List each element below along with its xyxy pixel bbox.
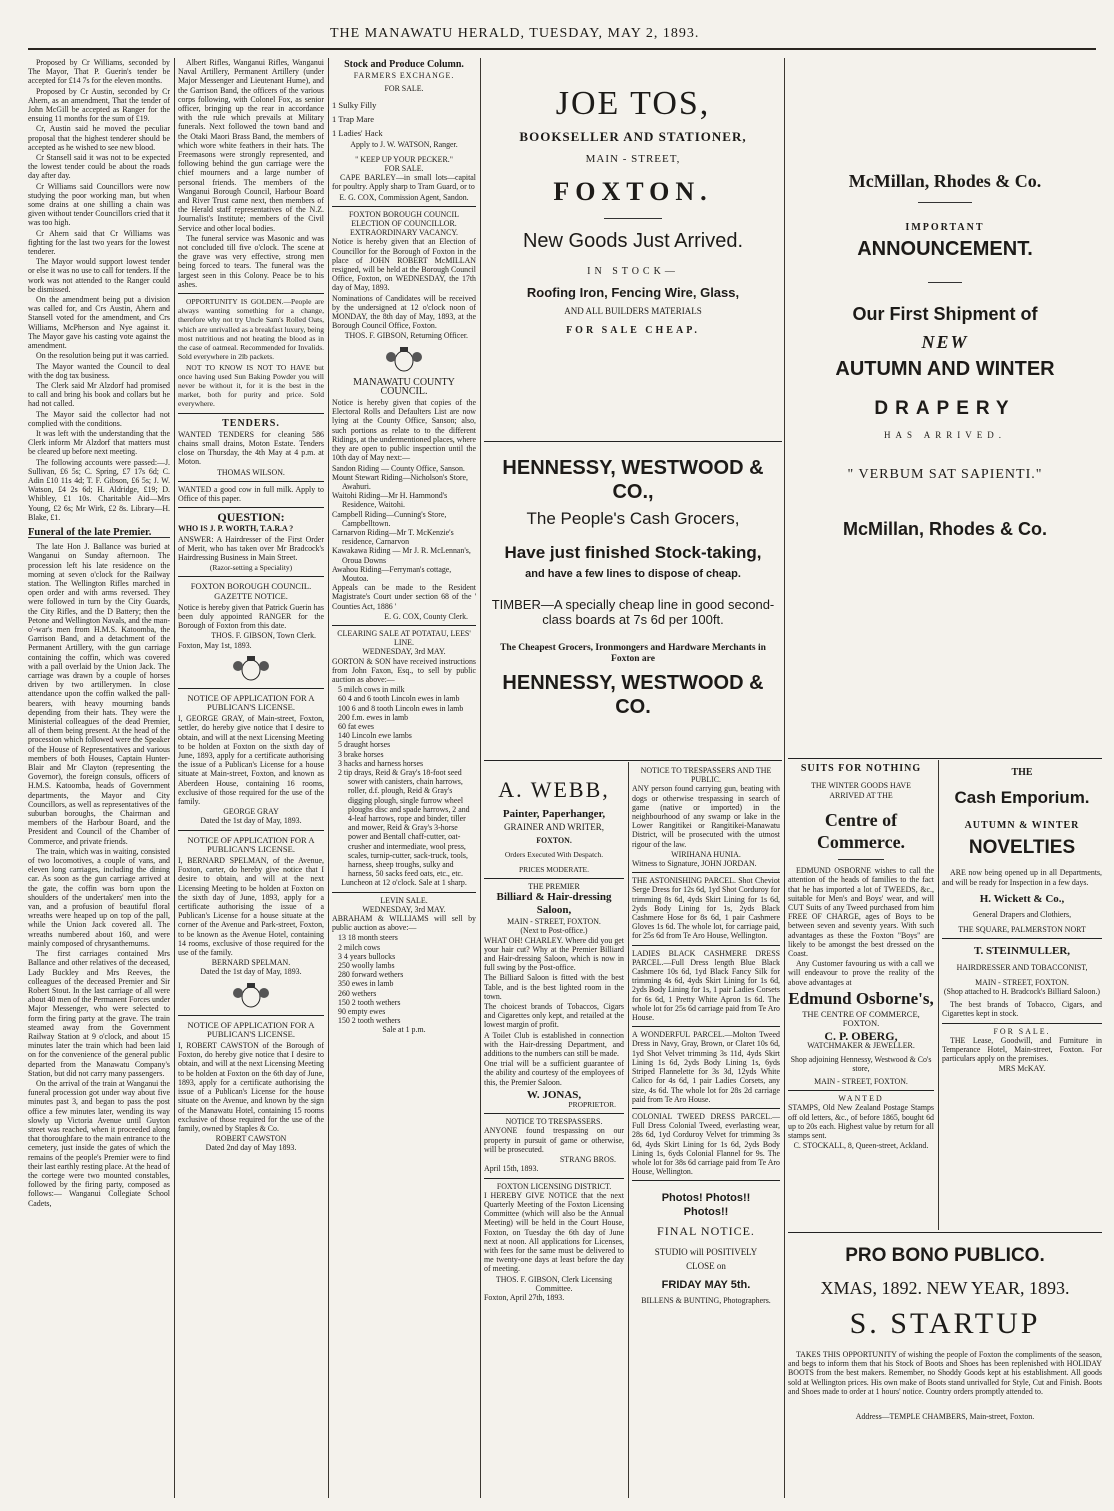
parcel-text: A WONDERFUL PARCEL.—Molton Tweed Dress in Navy, Gray, Brown, or Claret 10s 6d, 1yd Shot Velvet trimming 3s 11d, 4yds Skirt Lining 1s 6d, 2yds Body Lining 1s, 6yds Striped Flannelette for 3s 3d, 12yds White Calico for 4s 6d, 1 pair Ladies Corsets, any size, 4s 6d. The whole lot for 28s 2d carriage paid from Te Aro House. [632,1030,780,1104]
election-heading: ELECTION OF COUNCILLOR. [351,219,457,229]
council-paragraph: The following accounts were passed:—J. Sullivan, £6 5s; C. Spring, £7 17s 6d; C. Adin £10 11s 4d; T. F. Gibson, £6 5s; J. W. Watson, £4 2s 6d; H. Aldridge, £19; D. Whibley, £1 10s. Charitable Aid—Mrs Young, £2 6s; Mr Wirk, £2 8s. Library—H. Blake, £1. [28,457,170,522]
license-date: Dated the 1st day of May, 1893. [200,967,302,977]
clearing-item: 60 fat ewes [338,721,374,731]
column-divider [784,58,785,1498]
announcement-heading: ANNOUNCEMENT. [857,238,1033,261]
column-mcmillan [788,58,1102,758]
aw-label: AUTUMN & WINTER [964,820,1080,832]
osborne-centre: THE CENTRE OF COMMERCE, FOXTON. [802,1008,920,1029]
oberg-street: MAIN - STREET, FOXTON. [814,1077,908,1087]
levin-item: 350 ewes in lamb [338,979,394,989]
levin-item: 13 18 month steers [338,933,398,943]
council-paragraph: Proposed by Cr Williams, seconded by The Mayor, That P. Guerin's tender be accepted for £14 7s for the eleven months. [28,58,170,86]
gazette-date: Foxton, May 1st, 1893. [178,640,252,650]
levin-date: WEDNESDAY, 3rd MAY. [362,904,446,914]
oats-text: OPPORTUNITY IS GOLDEN.—People are always wanting something for a change, therefore why not try Uncle Sam's Rolled Oats, which are unrivalled as a breakfast luxury, being most nutritious and not heating the blood as in the case of oatmeal. Recommended for Invalids. Sold everywhere in 2lb packets. [178,297,324,362]
levin-item: 150 2 tooth wethers [338,997,401,1007]
steinmuller-advert [942,938,1102,1018]
premier-heading: THE PREMIER [528,882,580,892]
oats-advert [178,293,324,361]
clearing-list [332,685,476,878]
new-label: NEW [921,332,969,353]
pro-bono-heading: PRO BONO PUBLICO. [845,1245,1045,1266]
license-date: Dated the 1st day of May, 1893. [200,816,302,826]
royal-crest-icon [228,654,274,684]
startup-body: TAKES THIS OPPORTUNITY of wishing the people of Foxton the compliments of the season, and begs to inform them that his Stock of Boots and Shoes has been replenished with HOLIDAY BOOTS from the best makers. Remember, no Shoddy Goods kept at his establishment. All goods sold at Wellington prices. His own make of Boots stand unrivalled for Style, Cut and Finish. Boots and Shoes made to order at 1 hours' notice. Country orders promptly attended to. [788,1350,1102,1396]
sale-item: 1 Sulky Filly [332,99,377,110]
funeral-paragraph: The train, which was in waiting, consisted of two locomotives, a couple of vans, and eleven long carriages, including the dining car. As soon as the gun carriage arrived at the gate, the coffin was born upon the shoulders of the undertakers' men into the van, and a profusion of beautiful floral wreaths were heaped up on top of the pall, while the Union Jack covered all. The wreaths numbered about 160, and were mainly composed of chrysanthemums. [28,846,170,948]
gazette-heading: FOXTON BOROUGH COUNCIL. GAZETTE NOTICE. [190,581,312,601]
cox-signature: E. G. COX, Commission Agent, Sandon. [339,192,469,202]
drapery-heading: DRAPERY [874,398,1016,420]
divider [788,758,1102,759]
proprietor-label: PROPRIETOR. [568,1100,616,1110]
startup-address: Address—TEMPLE CHAMBERS, Main-street, Foxton. [855,1412,1035,1422]
divider [788,1232,1102,1233]
webb-orders: Orders Executed With Despatch. [504,849,604,859]
question-advert [178,507,324,572]
election-notice [332,206,476,341]
hw-stock-taking: Have just finished Stock-taking, [504,543,762,562]
election-heading: FOXTON BOROUGH COUNCIL [349,209,459,219]
parcel-text: COLONIAL TWEED DRESS PARCEL.—Full Dress Colonial Tweed, everlasting wear, 28s 6d, 1yd Corduroy Velvet for trimming 3s 6d, 4yds Skirt Lining for 1s 6d, 2yds Body Lining 1s, 6yds Colonial Flannel for 9s. The whole lot for 38s 6d carriage paid from Te Aro House, Wellington. [632,1111,780,1177]
baking-powder-advert [178,363,324,409]
clearing-item: 200 f.m. ewes in lamb [338,712,409,722]
watson-apply: Apply to J. W. WATSON, Ranger. [350,139,458,149]
tos-trade: BOOKSELLER AND STATIONER, [519,129,747,144]
stein-shop: (Shop attached to H. Bradcock's Billiard Saloon.) [943,987,1101,997]
osborne-body: EDMUND OSBORNE wishes to call the attention of the heads of families to the fact that he has imported a lot of TWEEDS, &c., suitable for Men's and Boys' wear, and will CUT Suits of any Tweed purchased from him FREE OF CHARGE, ages of Boys to be between seven and seventy years. With such advantages as these the Foxton "Boys" are likely to be amongst the best dressed on the Coast. [788,866,934,959]
licensing-date: Foxton, April 27th, 1893. [484,1292,565,1302]
hw-cheapest: The Cheapest Grocers, Ironmongers and Hardware Merchants in Foxton are [500,643,766,664]
for-sale-heading: FOR SALE. [384,84,424,94]
license-heading: NOTICE OF APPLICATION FOR A PUBLICAN'S LICENSE. [187,1019,315,1039]
trespass-heading: NOTICE TO TRESPASSERS. [505,1117,603,1127]
square-label: THE SQUARE, PALMERSTON NORT [958,925,1086,935]
column-parcels [632,766,780,1496]
clearing-item: 60 4 and 6 tooth Lincoln ewes in lamb [338,694,460,704]
licensing-notice [484,1178,624,1303]
startup-advert [788,1238,1102,1500]
license-heading: NOTICE OF APPLICATION FOR A PUBLICAN'S LICENSE. [187,834,315,854]
forsale-heading: FOR SALE. [993,1026,1051,1036]
tos-goods: Roofing Iron, Fencing Wire, Glass, [526,285,740,300]
tos-builders: AND ALL BUILDERS MATERIALS [564,306,702,316]
premier-street: MAIN - STREET, FOXTON. [507,917,601,927]
levin-list [332,933,476,1025]
oberg-shop: Shop adjoining Hennessy, Westwood & Co's store, [790,1054,932,1073]
riding-item: Kawakawa Riding — Mr J. R. McLennan's, Oroua Downs [332,546,471,565]
cape-barley-text: CAPE BARLEY—in small lots—capital for poultry. Apply sharp to Tram Guard, or to [332,173,476,192]
council-paragraph: Proposed by Cr Austin, seconded by Cr Ahern, as an amendment, That the tender of John McGill be accepted as Ranger for the ensuing 11 months for the sum of £19. [28,86,170,124]
sale-list [332,98,476,140]
levin-item: 3 4 years bullocks [338,951,396,961]
clearing-item: 5 draught horses [338,740,391,750]
first-shipment: Our First Shipment of [852,304,1038,325]
council-paragraph: Cr Ahern said that Cr Williams was fighting for the last two years for the lowest tenderer. [28,228,170,257]
parcel-advert [632,945,780,1023]
verbum-quote: " VERBUM SAT SAPIENTI." [847,467,1043,483]
premier-next: (Next to Post-office.) [520,926,588,936]
parcel-text: LADIES BLACK CASHMERE DRESS PARCEL.—Full Dress length Blue Black Cashmere 10s 6d, 1yd Black Fancy Silk for trimming 4s 6d, 4yds Skirt Lining for 1s 6d, 2yds Body Lining for 1s, 1 pair Ladies Corsets for 6s 6d, 1 Pretty White Apron 1s 6d. The whole lot for 25s 6d carriage paid from Te Aro House. [632,948,780,1023]
clearing-item: 5 milch cows in milk [338,685,405,695]
charley-text: WHAT OH! CHARLEY. Where did you get your hair cut? Why at the Premier Billiard and Hair-dressing Saloon, which is now in full swing by the Post-office. [484,935,624,973]
license-body: I, ROBERT CAWSTON of the Borough of Foxton, do hereby give notice that I desire to obtain, and will at the next Licensing Meeting to be holden at Foxton on the 6th day of June, 1893, apply for a certificate authorising the issue of a Publican's License for the house situate on the Avenue, and known by the sign of the Manawatu Hotel, containing 15 rooms exclusive of those required for the use of the family, owned by Staples & Co. [178,1041,324,1133]
license-notice-cawston [178,1015,324,1153]
column-divider [938,760,939,1230]
election-heading: EXTRAORDINARY VACANCY. [350,228,458,238]
wanted-cow-notice [178,481,324,503]
license-date: Dated 2nd day of May 1893. [205,1143,297,1153]
license-notice-spelman [178,830,324,977]
premier-saloon-advert [484,878,624,1109]
masthead-rule [28,48,1096,50]
tos-in-stock: IN STOCK— [587,266,679,277]
strang-date: April 15th, 1893. [484,1164,539,1174]
osborne-name: Edmund Osborne's, [788,988,934,1008]
emporium-heading: Cash Emporium. [954,788,1090,808]
photos-heading: Photos! Photos!! Photos!! [661,1192,751,1219]
webb-trade2: GRAINER AND WRITER, [503,822,605,833]
answer-text: ANSWER: A Hairdresser of the First Order of Merit, who has taken over Mr Bradcock's Hairdressing Business in Main Street. [178,534,324,562]
parcel-text: THE ASTONISHING PARCEL. Shot Cheviot Serge Dress for 12s 6d, 1yd Shot Corduroy for trimming 8s 6d, 4yds Skirt Lining for 1s 6d, 2yds Body Lining for 1s, 2yds Black Cashmere Hose for 8s 6d, 1 pair Cashmere Gloves 1s 6d. The whole lot, for carriage paid, for 25s 6d from Te Aro House, Wellington. [632,876,780,941]
riding-item: Awahou Riding—Ferryman's cottage, Moutoa. [332,564,452,583]
column-divider [174,58,175,1498]
mr-name-bottom: McMillan, Rhodes & Co. [842,519,1047,540]
riding-item: Carnarvon Riding—Mr T. McKenzie's residence, Carnarvon [332,527,454,547]
licensing-body: I HEREBY GIVE NOTICE that the next Quarterly Meeting of the Foxton Licensing Committee (which will also be the Annual Meeting) will be held in the Court House, Foxton, on Tuesday the 6th day of June next at noon. All applications for Licenses, with fees for the same must be delivered to me twenty-one days at least before the day of meeting. [484,1190,624,1274]
funeral-heading: Funeral of the late Premier. [28,528,170,538]
funeral-paragraph: The late Hon J. Ballance was buried at Wanganui on Sunday afternoon. The procession left his late residence on the morning at seven o'clock for the Railway station. The Wellington Rifles marched in open order and with arms reversed. They were followed in turn by the City Guards, the City Rifles, and the D Battery; then the Petone and Wellington Navals, and the man-o'-war's men from H.M.S. Katoomba, the Garrison Band, and a detachment of the Permanent Artillery, with the gun carriage containing the coffin, which was covered with a pall overlaid by the Union Jack. The carriage was drawn by a couple of horses driven by two artillerymen. In close attendance upon the coffin walked the pall-bearers, with heavy mourning bands depending from their hats. They were the Ministerial colleagues of the dead Premier, all of them being present. At the head of the procession which followed were the Speaker of the House of Representatives and various members of both Houses, Captain Hunter-Blair and Mr Clayton (representing the Governor), the foreign consuls, officers of H.M.S. Katoomba, heads of Government departments, the Mayor and City Councillors, as well as representatives of the suburban boroughs, the Chairman and members of the Harbour Board, and the President and Council of the Chamber of Commerce, and private friends. [28,542,170,846]
emporium-the: THE [1011,767,1033,778]
gazette-signature: THOS. F. GIBSON, Town Clerk. [211,631,316,641]
clearing-item: 140 Lincoln ewe lambs [338,731,412,741]
divider [604,218,662,219]
tenders-heading: TENDERS. [222,417,280,429]
funeral-paragraph: The first carriages contained Mrs Ballance and other relatives of the deceased, Lady Buckley and Mrs Reeves, the colleagues of the deceased Premier and Sir Robert Stout. In the last carriage of all were about 40 men of the Permanent Forces under Major Messenger, who were selected to form the firing party at the grave. The train steamed away from the Government Railway Station at 9 o'clock, and about 15 minutes later the train which had been laid on for the convenience of the general public departed from the Manawatu Company's Station, but did not carry many passengers. [28,949,170,1078]
column-osborne [788,764,934,1230]
license-signature: ROBERT CAWSTON [215,1134,287,1144]
wanted-cow-text: WANTED a good cow in full milk. Apply to Office of this paper. [178,484,324,503]
divider [918,202,972,203]
public-trespass-notice [632,766,780,868]
friday-text: FRIDAY MAY 5th. [661,1278,751,1291]
masthead [0,0,1114,44]
sale-item: 1 Ladies' Hack [332,127,383,138]
tenders-notice [178,413,324,477]
trespass-notice [484,1113,624,1173]
tos-town: FOXTON. [553,177,713,206]
webb-town: FOXTON. [536,836,572,846]
stamps-notice [788,1090,934,1150]
divider [838,859,884,860]
mr-name: McMillan, Rhodes & Co. [848,171,1042,191]
hw-timber: TIMBER—A specially cheap line in good second-class boards at 7s 6d per 100ft. [491,597,775,627]
photos-advert [632,1180,780,1305]
clearing-heading: CLEARING SALE AT POTATAU, LEES' LINE. [337,628,471,648]
toilet-text: A Toilet Club is established in connection with the Hair-dressing Department, and additions to the numbers can still be made. [484,1030,624,1059]
election-signature: THOS. F. GIBSON, Returning Officer. [344,331,468,341]
council-paragraph: Cr Williams said Councillors were now studying the poor working man, but when some drains at one shilling a chain was given without tender Councillors cried that it was too high. [28,181,170,228]
levin-time: Sale at 1 p.m. [382,1025,426,1035]
funeral-paragraph: On the arrival of the train at Wanganui the funeral procession got under way about five minutes past 3, and began to pass the post office a few minutes later, wending its way slowly up Victoria Avenue until Guyton street was reached, when it proceeded along that thoroughfare to the main entrance to the cemetery, just inside the gates of which the remains of the people's Premier were to find their last earthly resting place. At the head of the cortege were two mounted constables, followed by the firing party, composed as follows:— Wanganui Collegiate School Cadets, [28,1078,170,1208]
license-body: I, GEORGE GRAY, of Main-street, Foxton, settler, do hereby give notice that I desire to obtain, and will at the next Licensing Meeting to be holden at Foxton on the sixth day of June, 1893, apply for a certificate authorising the issue of a Publican's License for a house situate at Main-street, Foxton, and known as Aberdeen House, containing 16 rooms, exclusive of those required for the use of the family. [178,714,324,807]
hw-name: HENNESSY, WESTWOOD & CO., [502,457,764,503]
council-paragraph: The Mayor wanted the Council to deal with the dog tax business. [28,361,170,380]
council-paragraph: It was left with the understanding that the Clerk inform Mr Alzdorf that matters must be cleared up before next meeting. [28,428,170,457]
license-heading: NOTICE OF APPLICATION FOR A PUBLICAN'S LICENSE. [187,692,315,712]
jonas-name: W. JONAS, [526,1088,582,1101]
suits-heading: SUITS FOR NOTHING [800,764,922,774]
customer-text: Any Customer favouring us with a call we will endeavour to prove the reality of the above advantages at [788,959,934,987]
gazette-notice [178,576,324,649]
council-paragraph: Cr Stansell said it was not to be expected the lowest tender could be about the roads day after day. [28,153,170,181]
county-signature: E. G. COX, County Clerk. [384,611,468,621]
for-sale-heading: FOR SALE. [384,164,424,174]
strang-signature: STRANG BROS. [559,1155,616,1165]
stein-street: MAIN - STREET, FOXTON. [975,977,1069,987]
clearing-item: 100 6 and 8 tooth Lincoln ewes in lamb [338,703,464,713]
masthead-title: THE MANAWATU HERALD, TUESDAY, MAY 2, 1893. [330,26,700,41]
razor-note: (Razor-setting a Speciality) [209,563,293,573]
tobacco-text: The choicest brands of Tobaccos, Cigars and Cigarettes only kept, and retailed at the lowest margin of profit. [484,1002,624,1030]
council-paragraph: The Clerk said Mr Alzdorf had promised to call and bring his book and collars but he had not called. [28,380,170,409]
parcel-advert [632,1026,780,1104]
final-notice: FINAL NOTICE. [657,1224,755,1239]
license-signature: GEORGE GRAY [223,807,279,817]
council-paragraph: On the amendment being put a division was called for, and Crs Austin, Ahern and Stansell voted for the amendment, and Crs Williams, McPherson and Nye against it. The Mayor gave his casting vote against the amendment. [28,295,170,351]
levin-item: 250 woolly lambs [338,961,395,971]
stamps-body: STAMPS, Old New Zealand Postage Stamps off old letters, &c., of before 1865, bought 6d up to 20s each. Highest value by return for all stamps sent. [788,1103,934,1141]
clearing-sale [332,625,476,888]
tenders-signature: THOMAS WILSON. [217,467,285,477]
levin-heading: LEVIN SALE. [380,895,428,905]
stockall-signature: C. STOCKALL, 8, Queen-street, Ackland. [793,1141,929,1151]
column-divider [328,58,329,1498]
opened-text: ARE now being opened up in all Departments, and will be ready for Inspection in a few days. [942,868,1102,887]
question-heading: QUESTION: [217,510,285,525]
funeral-paragraph: Albert Rifles, Wanganui Rifles, Wanganui Naval Artillery, Permanent Artillery (under Major Messenger and Lieutenant Hume), and the Garrison Band, the officers of the various corps following, with Colonel Fox, as senior officer, bringing up the rear in accordance with the rule which prevails at Military funerals. Next followed the town band and the Otaki Maori Brass Band, the members of which wore white feathers in their hats. The Freemasons were strongly represented, and following behind the gun carriage were the chief mourners and a large number of personal friends. The members of the Wanganui Borough Council, Harbour Board and River Trust came next, then members of the Herald staff representatives of the N.Z. Journalist's Institute; members of the Civil Service and other local bodies. [178,58,324,233]
clearing-item: 3 hacks and harness horses [338,758,424,768]
luncheon-note: Luncheon at 12 o'clock. Sale at 1 sharp. [341,878,467,888]
council-paragraph: Cr, Austin said he moved the peculiar proposal that the highest tenderer should be accepted as he wished to see new blood. [28,124,170,152]
premier-subtitle: Billiard & Hair-dressing Saloon, [496,891,612,917]
divider [484,760,782,761]
billiard-text: The Billiard Saloon is fitted with the best Table, and is the best lighted room in the town. [484,973,624,1001]
riding-item: Campbell Riding—Cunning's Store, Campbelltown. [332,509,447,528]
hotel-sale [942,1023,1102,1074]
tos-name: JOE TOS, [555,85,711,122]
column-adverts [484,58,782,758]
levin-sale [332,892,476,1035]
mckay-signature: MRS McKAY. [998,1064,1046,1074]
startup-name: S. STARTUP [849,1307,1041,1340]
levin-item: 2 milch cows [338,942,381,952]
column-trade-notices [484,766,624,1496]
exchange-heading: FARMERS EXCHANGE. [353,71,455,81]
tos-new-goods: New Goods Just Arrived. [522,230,744,252]
column-divider [480,58,481,1498]
stein-brands: The best brands of Tobacco, Cigars, and Cigarettes kept in stock. [942,1000,1102,1019]
hw-subtitle: The People's Cash Grocers, [526,509,740,528]
oberg-name: C. P. OBERG, [824,1029,898,1044]
licensing-signature: THOS. F. GIBSON, Clerk Licensing Committee. [495,1274,613,1293]
tos-cheap: FOR SALE CHEAP. [566,325,700,336]
drapers-label: General Drapers and Clothiers, [972,910,1072,920]
clearing-item: 2 tip drays, Reid & Gray's 18-foot seed sower with canisters, chain harrows, roller, d.f. plough, Reid & Gray's digging plough, single furrow wheel ploughs disc and spade harrows, 2 and 4-leaf harrows, rope and binder, tiller and mower, Reid & Gray's 3-horse power and Bentall chaff-cutter, oat-crusher and intermediate, wool press, scales, turnip-cutter, sack-truck, tools, harness, sheep troughs, sulky and harness, 50 sacks feed oats, etc., etc. [338,768,470,879]
council-paragraph: On the resolution being put it was carried. [36,351,169,361]
tenders-body: WANTED TENDERS for cleaning 586 chains small drains, Moton Estate. Tenders close on Thursday, the 4th May at 4 p.m. at Moton. [178,429,324,467]
stock-heading: Stock and Produce Column. [344,59,464,70]
question-body: WHO IS J. P. WORTH, T.A.R.A ? [178,524,294,534]
studio-text: STUDIO will POSITIVELY CLOSE on [654,1246,758,1271]
appeals-text: Appeals can be made to the Resident Magistrate's Court under section 68 of the ' Counties Act, 1886 ' [332,583,476,611]
hairdresser-label: HAIRDRESSER AND TOBACCONIST, [956,962,1088,972]
hw-lines: and have a few lines to dispose of cheap. [525,568,741,580]
lease-text: THE Lease, Goodwill, and Furniture in Temperance Hotel, Main-street, Foxton. For particulars apply on the premises. [942,1035,1102,1064]
riding-item: Mount Stewart Riding—Nicholson's Store, Awahuri. [332,472,468,491]
county-notice [332,378,476,621]
royal-crest-icon [381,345,427,375]
nominations-text: Nominations of Candidates will be received by the undersigned at 12 o'clock noon of MONDAY, the 8th day of May, 1893, at the Borough Council Office, Foxton. [332,293,476,331]
important-label: IMPORTANT [905,222,985,233]
license-signature: BERNARD SPELMAN. [211,958,291,968]
county-heading: MANAWATU COUNTY COUNCIL. [353,376,455,397]
column-divider [628,762,629,1498]
election-body: Notice is hereby given that an Election of Councillor for the Borough of Foxton in the place of JOHN ROBERT McMILLAN resigned, will be held at the Borough Council Office, Foxton, on WEDNESDAY, the 17th day of May, 1893. [332,237,476,293]
funeral-paragraph: The funeral service was Masonic and was not concluded till five o'clock. The scene at the grave was very effective, strong men being forced to tears. The funeral was the largest seen in this Colony. Peace be to his ashes. [178,233,324,289]
pecker-heading: " KEEP UP YOUR PECKER." [355,154,453,164]
parcel-advert [632,1108,780,1176]
winter-goods: THE WINTER GOODS HAVE ARRIVED AT THE [811,781,911,801]
gazette-body: Notice is hereby given that Patrick Guerin has been duly appointed RANGER for the Borough of Foxton from this date. [178,602,324,631]
webb-trade: Painter, Paperhanger, [502,808,606,820]
wickett-name: H. Wickett & Co., [979,892,1065,905]
royal-crest-icon [228,981,274,1011]
levin-item: 280 forward wethers [338,970,404,980]
column-notices [178,58,324,1498]
steinmuller-name: T. STEINMULLER, [973,945,1071,958]
billens-signature: BILLENS & BUNTING, Photographers. [641,1295,771,1305]
clearing-date: WEDNESDAY, 3rd MAY. [362,647,446,657]
public-trespass-body: ANY person found carrying gun, beating with dogs or otherwise trespassing in search of game (native or imported) in the neighbourhood of any swamp or lake in the Lower Rangitikei or Rangitikei-Manawatu District, will be prosecuted with the utmost rigour of the law. [632,784,780,849]
baking-powder-text: NOT TO KNOW IS NOT TO HAVE but once having used Sun Baking Powder you will never be without it, for it is the best in the market, both for purity and price. Sold everywhere. [178,362,324,409]
arrived-label: HAS ARRIVED. [883,430,1006,441]
levin-item: 150 2 tooth wethers [338,1016,401,1026]
trial-text: One trial will be a sufficient guarantee of the ability and courtesy of the employees of this, the Premier Saloon. [484,1059,624,1087]
oberg-trade: WATCHMAKER & JEWELLER. [807,1041,915,1051]
trespass-body: ANYONE found trespassing on our property in pursuit of game or otherwise, will be prosecuted. [484,1126,624,1154]
public-trespass-heading: NOTICE TO TRESPASSERS AND THE PUBLIC. [640,766,772,785]
column-stock [332,58,476,1498]
centre-heading: Centre of Commerce. [816,810,906,853]
levin-body: ABRAHAM & WILLIAMS will sell by public auction as above:— [332,914,476,933]
autumn-winter: AUTUMN AND WINTER [835,358,1055,381]
sale-item: 1 Trap Mare [332,113,375,124]
clearing-body: GORTON & SON have received instructions from John Faxon, Esq., to sell by public auction as above:— [332,656,476,684]
parcel-advert [632,872,780,940]
wanted-heading: WANTED [838,1094,884,1104]
column-emporium [942,764,1102,1230]
riding-item: Sandon Riding — County Office, Sanson. [332,463,465,473]
ridings-list [332,464,476,584]
webb-prices: PRICES MODERATE. [518,864,589,874]
webb-name: A. WEBB, [498,777,610,802]
riding-item: Waitohi Riding—Mr H. Hammond's Residence, Waitohi. [332,491,448,510]
council-paragraph: The Mayor would support lowest tender or else it was no use to call for tenders. If the work was not attended to the Ranger could be dismissed. [28,257,170,294]
county-body: Notice is hereby given that copies of the Electoral Rolls and Defaulters List are now lying at the County Office, Sanson; also, such portions as relate to to the different Ridings, at the undermentioned places, where they are open to public inspection until the 10th day of May next:— [332,398,476,463]
levin-item: 260 wethers [338,988,377,998]
column-news [28,58,170,1498]
hw-name-bottom: HENNESSY, WESTWOOD & CO. [502,672,764,718]
license-notice-gray [178,688,324,826]
xmas-heading: XMAS, 1892. NEW YEAR, 1893. [820,1278,1070,1298]
hunia-signature: WIRIHANA HUNIA. [671,849,741,859]
divider [928,282,962,283]
clearing-item: 3 brake horses [338,749,384,759]
witness-text: Witness to Signature, JOHN JORDAN. [632,859,757,869]
licensing-heading: FOXTON LICENSING DISTRICT. [496,1181,612,1191]
council-paragraph: The Mayor said the collector had not complied with the conditions. [28,409,170,428]
tos-street: MAIN - STREET, [585,153,681,165]
divider [484,441,782,442]
license-body: I, BERNARD SPELMAN, of the Avenue, Foxton, carter, do hereby give notice that I desire to obtain, and will at the next Licensing Meeting to be holden at Foxton on the sixth day of June, 1893, apply for a certificate authorising the issue of a Publican's License for a house situate at the corner of the Avenue and Park-street, Foxton, to be known as the Avenue Hotel, containing 14 rooms, exclusive of those required for the use of the family. [178,856,324,958]
levin-item: 90 empty ewes [338,1007,386,1017]
novelties-heading: NOVELTIES [968,837,1076,859]
